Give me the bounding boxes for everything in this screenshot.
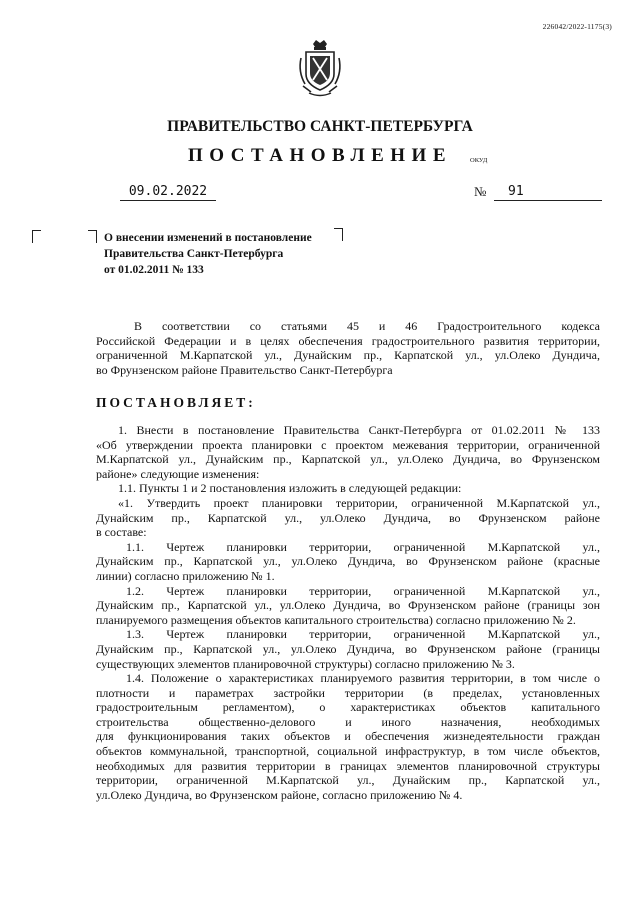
subject-line: от 01.02.2011 № 133	[104, 264, 204, 276]
body-line: Дунайским пр., Карпатской ул., ул.Олеко Дундича, во Фрунзенском районе	[96, 510, 600, 525]
preamble-line: В соответствии со статьями 45 и 46 Градостроительного кодекса	[134, 319, 600, 333]
body-line: строительства общественно-делового и иного назначения, необходимых	[96, 714, 600, 729]
body-line: необходимых для развития территории в границах элементов планировочной структуры	[96, 758, 600, 773]
document-registration-number: 226042/2022-1175(3)	[542, 22, 612, 31]
body-line: 1.2. Чертеж планировки территории, ограниченной М.Карпатской ул.,	[126, 583, 600, 598]
decree-body	[96, 423, 600, 802]
corner-mark	[88, 230, 97, 243]
body-line: для функционирования таких объектов и обеспечения жизнедеятельности граждан	[96, 729, 600, 744]
body-line: градостроительным регламентом), о характеристиках объектов капитального	[96, 700, 600, 715]
body-line: районе» следующие изменения:	[96, 466, 260, 481]
decree-number: 91	[494, 184, 602, 201]
body-line: в составе:	[96, 525, 147, 540]
body-line: Дунайским пр., Карпатской ул., ул.Олеко Дундича, во Фрунзенском районе (границы	[96, 641, 600, 656]
corner-mark	[32, 230, 41, 243]
body-line: 1. Внести в постановление Правительства Санкт-Петербурга от 01.02.2011 № 133	[118, 423, 600, 437]
government-title: ПРАВИТЕЛЬСТВО САНКТ-ПЕТЕРБУРГА	[167, 118, 473, 135]
subject-line: О внесении изменений в постановление	[104, 232, 312, 244]
body-line: 1.3. Чертеж планировки территории, ограниченной М.Карпатской ул.,	[126, 627, 600, 642]
body-line: М.Карпатской ул., Дунайским пр., Карпатской ул., ул.Олеко Дундича, во Фрунзенском	[96, 452, 600, 467]
body-line: 1.4. Положение о характеристиках планируемого развития территории, в том числе о	[126, 671, 600, 686]
body-line: Дунайским пр., Карпатской ул., ул.Олеко Дундича, во Фрунзенском районе (границы зон	[96, 598, 600, 613]
decree-date: 09.02.2022	[120, 184, 216, 201]
body-line: планируемого размещения объектов капитального строительства) согласно приложению № 2.	[96, 612, 576, 627]
decree-subject	[104, 230, 312, 278]
preamble-paragraph	[96, 319, 600, 377]
body-line: ул.Олеко Дундича, во Фрунзенском районе, согласно приложению № 4.	[96, 787, 463, 802]
body-line: «Об утверждении проекта планировки с проектом межевания территории, ограниченной	[96, 437, 600, 452]
subject-line: Правительства Санкт-Петербурга	[104, 248, 284, 260]
body-line: линии) согласно приложению № 1.	[96, 568, 275, 583]
body-line: территории, ограниченной М.Карпатской ул., Дунайским пр., Карпатской ул.,	[96, 773, 600, 788]
body-line: «1. Утвердить проект планировки территории, ограниченной М.Карпатской ул.,	[118, 495, 600, 510]
number-label: №	[474, 184, 487, 199]
decree-title: ПОСТАНОВЛЕНИЕ	[187, 145, 453, 166]
body-line: объектов коммунальной, транспортной, социальной инфраструктур, в том числе объектов,	[96, 744, 600, 759]
coat-of-arms-icon	[297, 38, 343, 98]
resolve-heading: ПОСТАНОВЛЯЕТ:	[96, 395, 256, 410]
corner-mark	[334, 228, 343, 241]
body-line: 1.1. Чертеж планировки территории, ограниченной М.Карпатской ул.,	[126, 539, 600, 554]
body-line: Дунайским пр., Карпатской ул., ул.Олеко Дундича, во Фрунзенском районе (красные	[96, 554, 600, 569]
preamble-line: во Фрунзенском районе Правительство Санкт-Петербурга	[96, 362, 393, 377]
preamble-line: ограниченной М.Карпатской ул., Дунайским пр., Карпатской ул., ул.Олеко Дундича,	[96, 348, 600, 363]
body-line: плотности и параметрах застройки территории (в пределах, установленных	[96, 685, 600, 700]
preamble-line: Российской Федерации и в целях обеспечения градостроительного развития территории,	[96, 333, 600, 348]
body-line: 1.1. Пункты 1 и 2 постановления изложить в следующей редакции:	[118, 481, 462, 496]
okud-label: ОКУД	[470, 157, 488, 164]
body-line: существующих элементов планировочной структуры) согласно приложению № 3.	[96, 656, 515, 671]
